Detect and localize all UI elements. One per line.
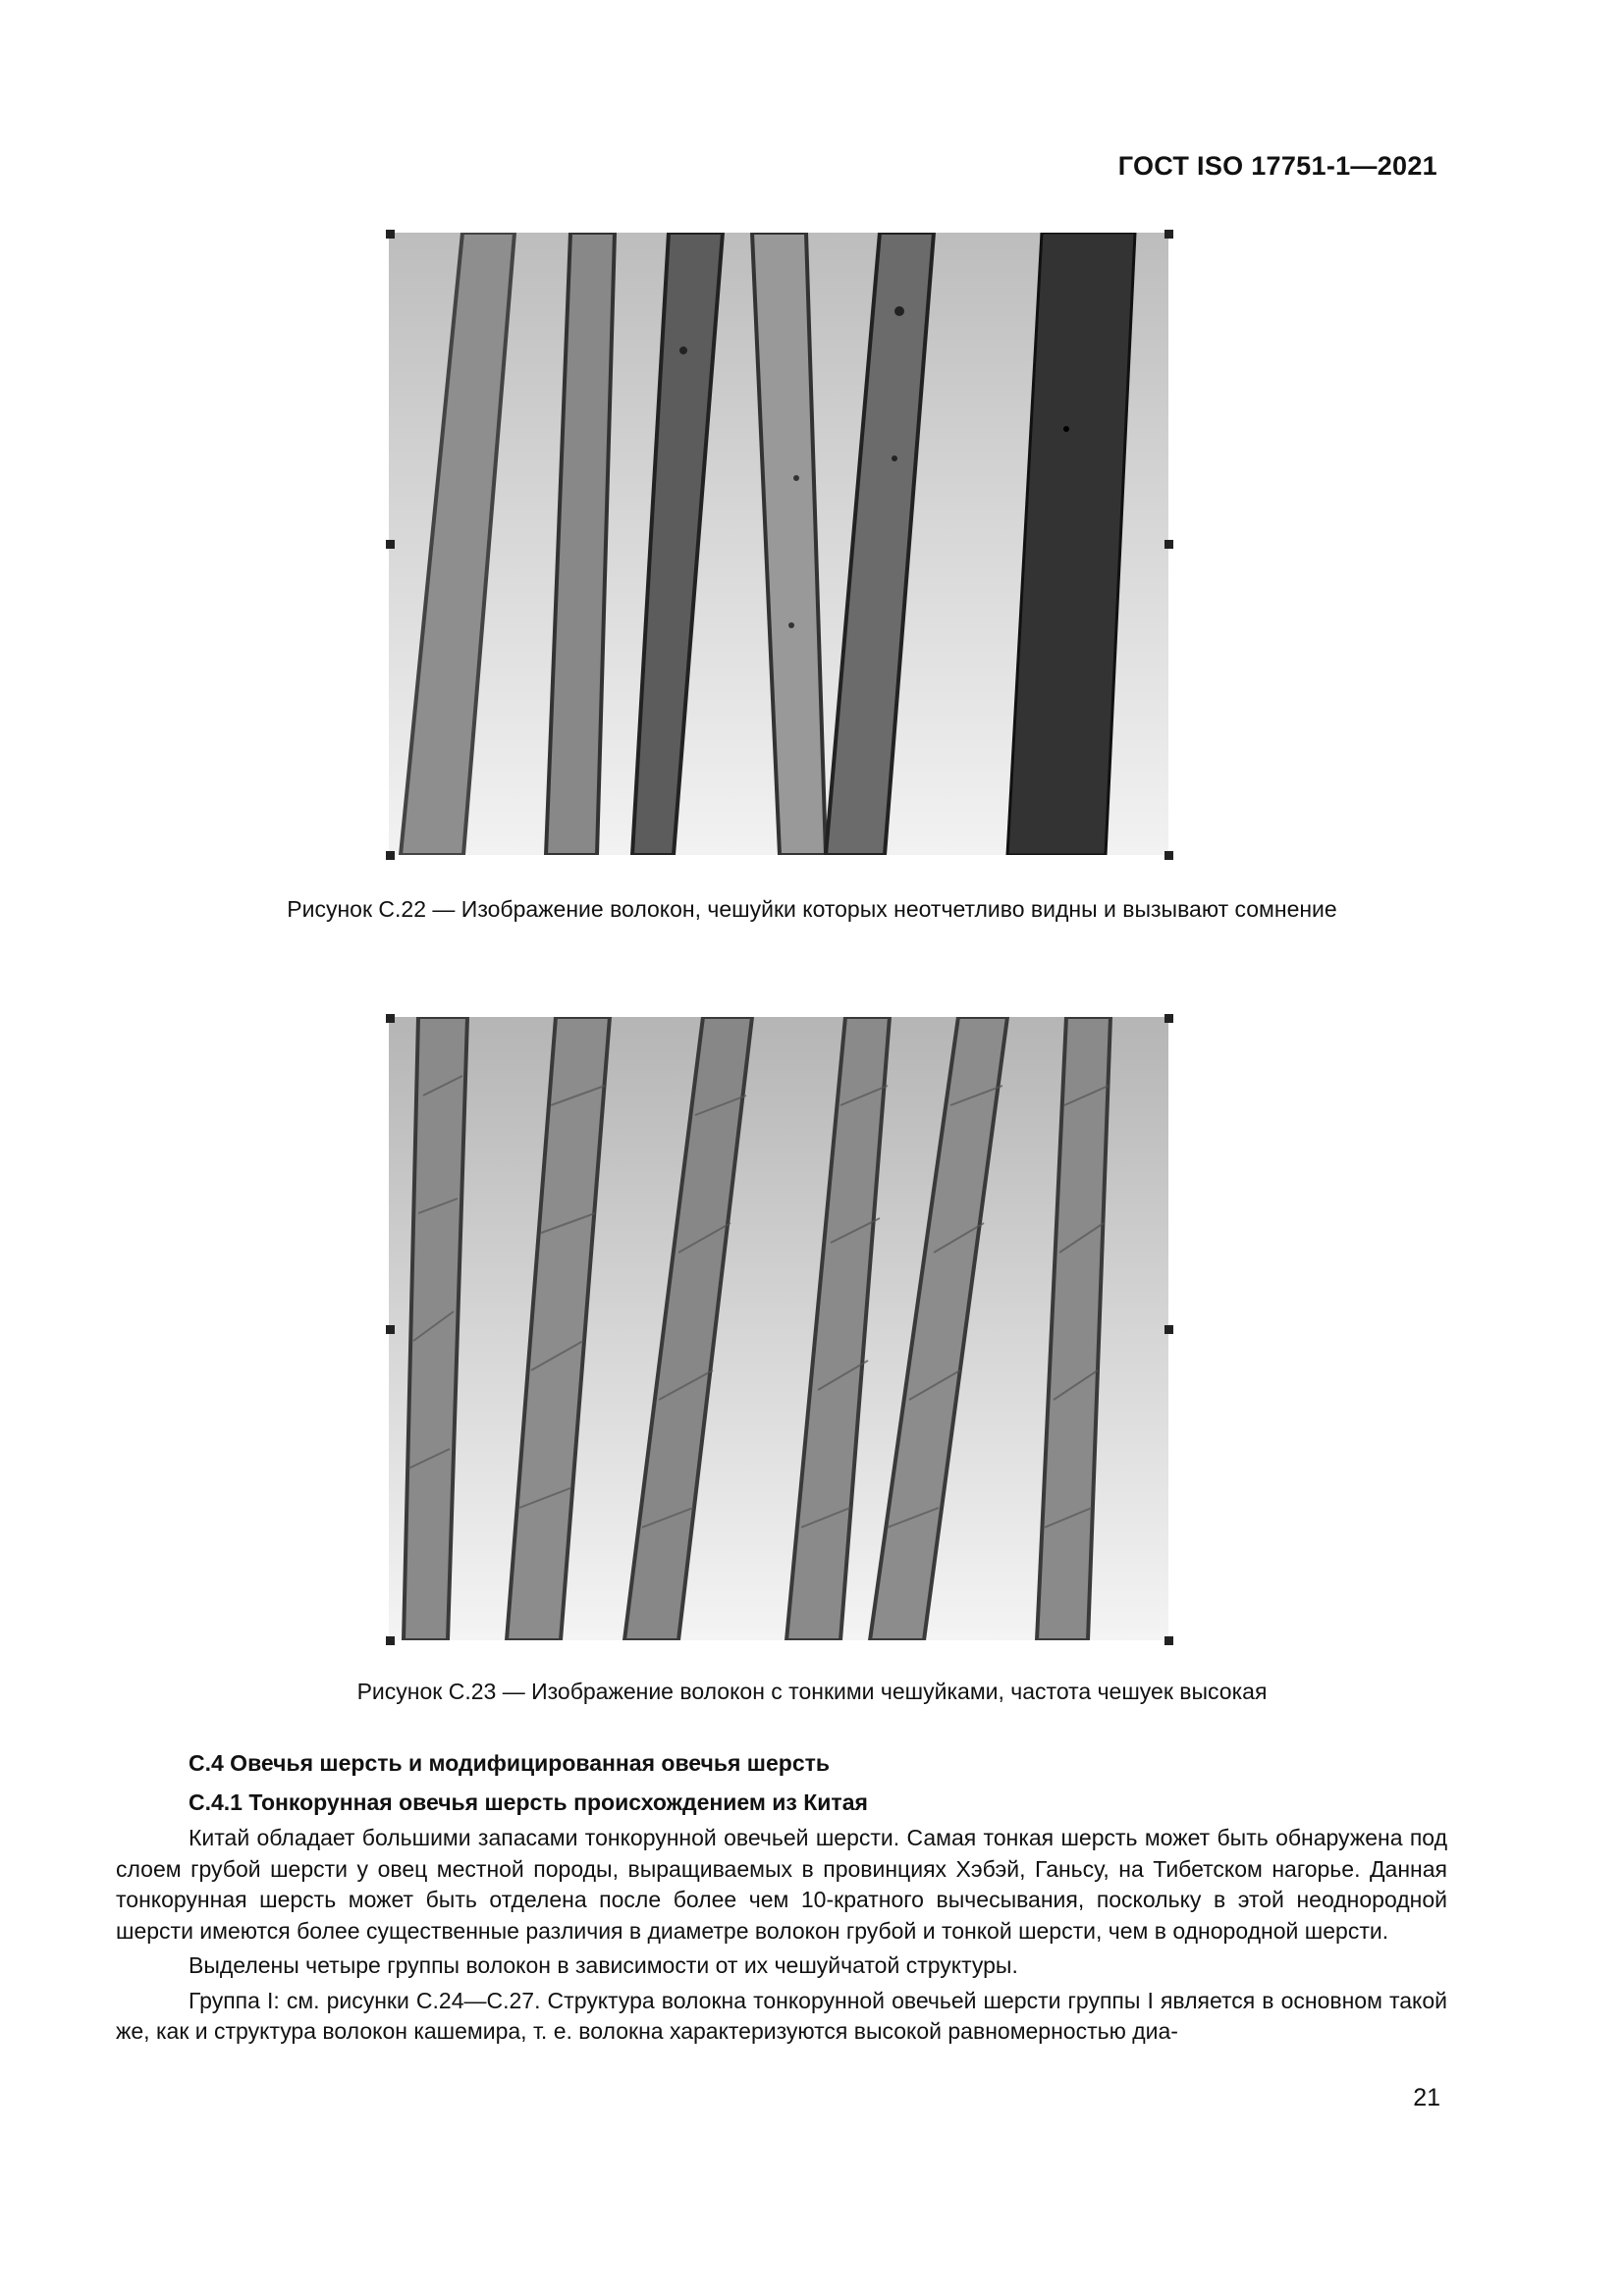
figure-frame-handle [386, 1014, 395, 1023]
figure-frame-handle [386, 230, 395, 239]
figure-frame-handle [1164, 1636, 1173, 1645]
document-code: ГОСТ ISO 17751-1—2021 [1117, 151, 1437, 181]
page-number: 21 [1413, 2084, 1440, 2111]
figure-frame-handle [386, 540, 395, 549]
figure-frame-handle [1164, 1014, 1173, 1023]
figure-c23-image [389, 1017, 1168, 1640]
paragraph: Выделены четыре группы волокон в зависимости от их чешуйчатой структуры. [189, 1952, 1018, 1978]
figure-frame-handle [386, 1636, 395, 1645]
figure-c23-caption: Рисунок С.23 — Изображение волокон с тонкими чешуйками, частота чешуек высокая [356, 1679, 1268, 1704]
paragraph: Китай обладает большими запасами тонкорунной овечьей шерсти. Самая тонкая шерсть может быть обнаружена под слоем грубой шерсти у овец местной породы, выращиваемых в провинциях Хэбэй, Ганьсу, на Тибетском нагорье. Данная тонкорунная шерсть может быть отделена после более чем 10-кратного вычесывания, поскольку в этой неоднородной шерсти имеются более существенные различия в диаметре волокон грубой и тонкой шерсти, чем в однородной шерсти. [116, 1825, 1447, 1944]
body-text [116, 1823, 1447, 2052]
figure-frame-handle [1164, 851, 1173, 860]
figure-frame-handle [386, 851, 395, 860]
figure-frame-handle [1164, 230, 1173, 239]
figure-frame-handle [1164, 540, 1173, 549]
section-heading-c41: С.4.1 Тонкорунная овечья шерсть происхождением из Китая [189, 1789, 868, 1815]
figure-frame-handle [386, 1325, 395, 1334]
section-heading-c4: С.4 Овечья шерсть и модифицированная овечья шерсть [189, 1750, 831, 1776]
figure-frame-handle [1164, 1325, 1173, 1334]
paragraph: Группа I: см. рисунки С.24—С.27. Структура волокна тонкорунной овечьей шерсти группы I является в основном такой же, как и структура волокон кашемира, т. е. волокна характеризуются высокой равномерностью диа- [116, 1987, 1447, 2044]
figure-c22-caption: Рисунок С.22 — Изображение волокон, чешуйки которых неотчетливо видны и вызывают сомнение [287, 896, 1337, 922]
figure-c22-image [389, 233, 1168, 855]
